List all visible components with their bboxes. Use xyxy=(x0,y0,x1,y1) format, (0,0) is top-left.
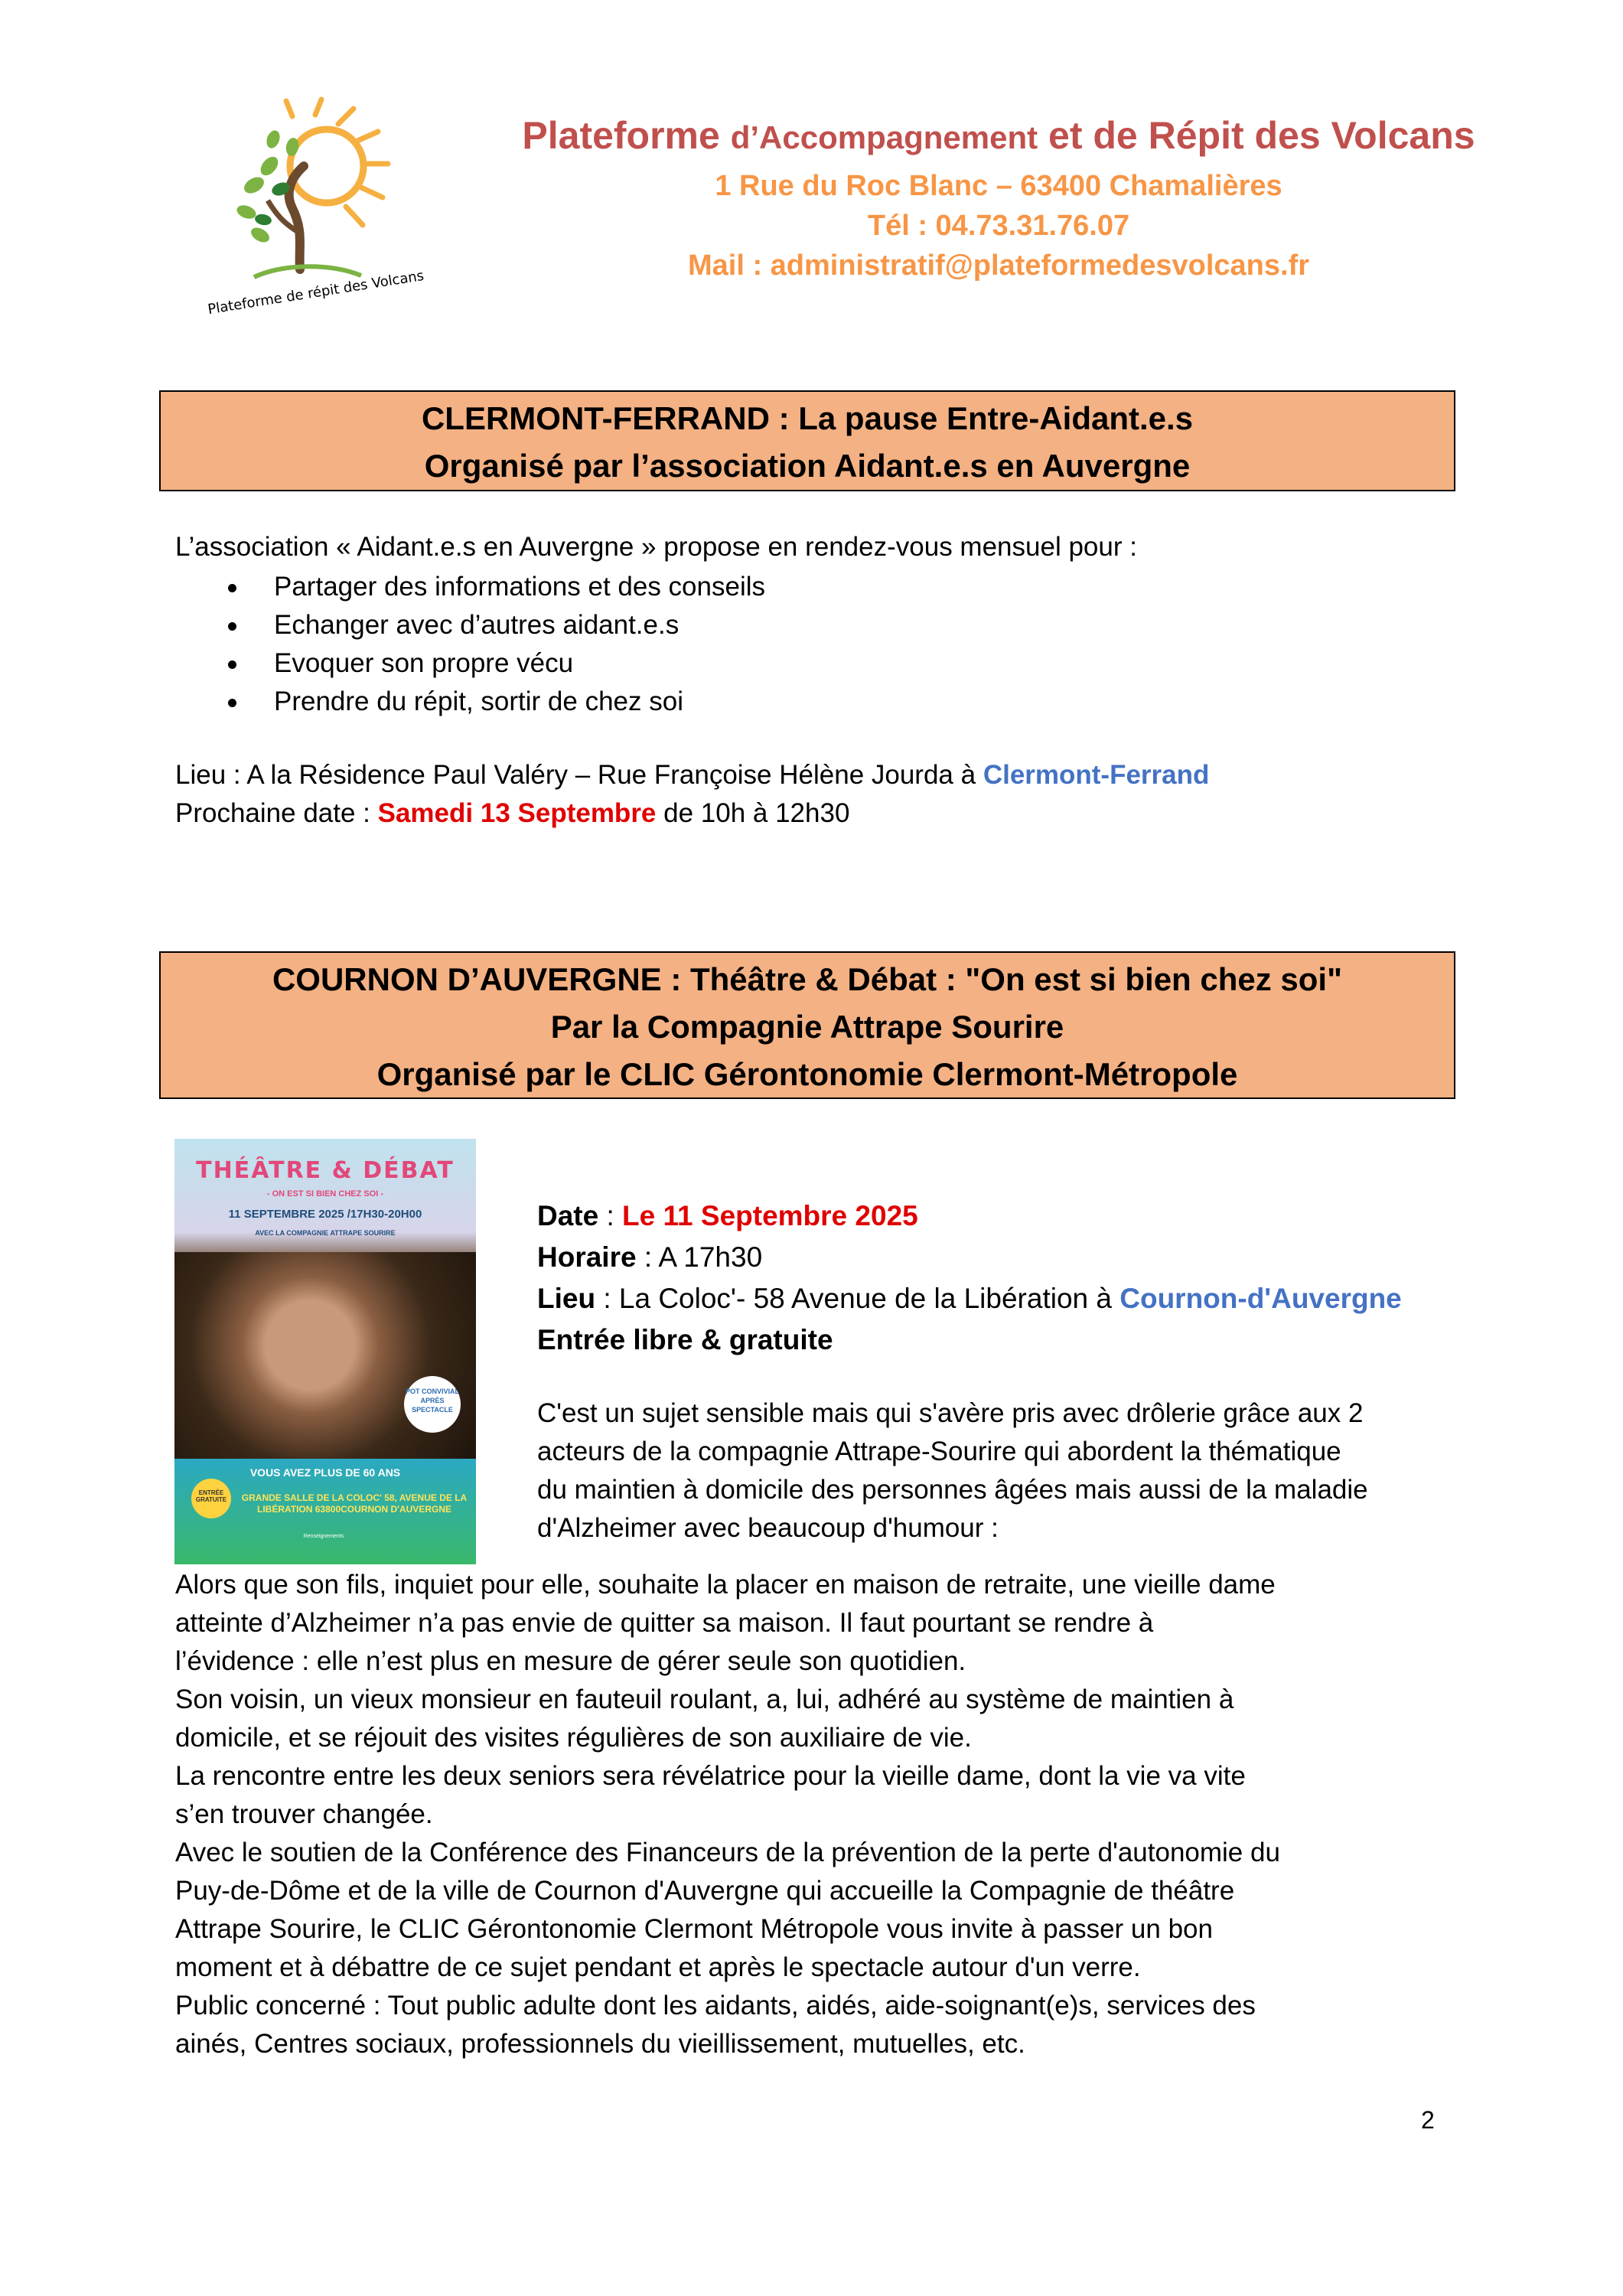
section-heading-line: COURNON D’AUVERGNE : Théâtre & Débat : "On est si bien chez soi" xyxy=(272,961,1343,997)
list-item: Partager des informations et des conseils xyxy=(222,568,765,606)
location-city: Cournon-d'Auvergne xyxy=(1119,1283,1402,1314)
section1-bullet-list xyxy=(222,568,765,721)
header-address: 1 Rue du Roc Blanc – 63400 Chamalières xyxy=(715,170,1282,202)
event-poster-image xyxy=(174,1139,476,1564)
section-heading-line: Organisé par le CLIC Gérontonomie Clermont-Métropole xyxy=(376,1056,1238,1092)
poster-badge: POT CONVIVIAL APRÈS SPECTACLE xyxy=(404,1376,461,1433)
page-number: 2 xyxy=(1421,2106,1435,2134)
logo xyxy=(200,93,425,318)
logo-caption: Plateforme de répit des Volcans xyxy=(207,267,425,318)
section-heading-clermont xyxy=(159,390,1455,491)
poster-subtitle: - ON EST SI BIEN CHEZ SOI - xyxy=(266,1189,384,1199)
poster-company: AVEC LA COMPAGNIE ATTRAPE SOURIRE xyxy=(255,1229,396,1237)
description-paragraph-1: C'est un sujet sensible mais qui s'avère pris avec drôlerie grâce aux 2 acteurs de la compagnie Attrape-Sourire qui abordent la thématique du maintien à domicile des personnes âgées mais aussi de la maladie d'Alzheimer avec beaucoup d'humour : xyxy=(537,1398,1368,1543)
event-location-line: Lieu : La Coloc'- 58 Avenue de la Libération à Cournon-d'Auvergne xyxy=(537,1283,1402,1314)
section1-location: Lieu : A la Résidence Paul Valéry – Rue Françoise Hélène Jourda à Clermont-Ferrand xyxy=(175,760,1210,790)
poster-entry-badge: ENTRÉE GRATUITE xyxy=(191,1479,231,1518)
list-item: Prendre du répit, sortir de chez soi xyxy=(222,683,765,721)
section-heading-line: Par la Compagnie Attrape Sourire xyxy=(550,1009,1064,1045)
event-time-line: Horaire : A 17h30 xyxy=(537,1241,763,1273)
poster-date: 11 SEPTEMBRE 2025 /17H30-20H00 xyxy=(228,1208,422,1221)
event-entry-line: Entrée libre & gratuite xyxy=(537,1324,833,1355)
section-heading-cournon xyxy=(159,951,1455,1099)
section-heading-line: Organisé par l’association Aidant.e.s en Auvergne xyxy=(424,448,1191,484)
event-date: Samedi 13 Septembre xyxy=(377,798,657,828)
list-item: Echanger avec d’autres aidant.e.s xyxy=(222,606,765,644)
location-city: Clermont-Ferrand xyxy=(983,760,1210,790)
poster-footer: Renseignements xyxy=(303,1534,344,1539)
list-item: Evoquer son propre vécu xyxy=(222,644,765,683)
poster-age: VOUS AVEZ PLUS DE 60 ANS xyxy=(249,1466,401,1479)
section-heading-line: CLERMONT-FERRAND : La pause Entre-Aidant.e.s xyxy=(421,400,1194,436)
poster-venue: GRANDE SALLE DE LA COLOC' 58, AVENUE DE LA LIBÉRATION 63800COURNON D'AUVERGNE xyxy=(241,1492,468,1515)
header-email: Mail : administratif@plateformedesvolcans.fr xyxy=(687,249,1310,282)
poster-title: THÉÂTRE & DÉBAT xyxy=(196,1157,455,1184)
header-phone: Tél : 04.73.31.76.07 xyxy=(867,210,1130,242)
section1-intro: L’association « Aidant.e.s en Auvergne » propose en rendez-vous mensuel pour : xyxy=(175,532,1137,562)
section1-next-date: Prochaine date : Samedi 13 Septembre de 10h à 12h30 xyxy=(175,798,850,828)
description-paragraph-2: Alors que son fils, inquiet pour elle, souhaite la placer en maison de retraite, une vieille dame atteinte d’Alzheimer n’a pas envie de quitter sa maison. Il faut pourtant se rendre à l’évidence : elle n’est plus en mesure de gérer seule son quotidien. Son voisin, un vieux monsieur en fauteuil roulant, a, lui, adhéré au système de maintien à domicile, et se réjouit des visites régulières de son auxiliaire de vie. La rencontre entre les deux seniors sera révélatrice pour la vieille dame, dont la vie va vite s’en trouver changée. Avec le soutien de la Conférence des Financeurs de la prévention de la perte d'autonomie du Puy-de-Dôme et de la ville de Cournon d'Auvergne qui accueille la Compagnie de théâtre Attrape Sourire, le CLIC Gérontonomie Clermont Métropole vous invite à passer un bon moment et à débattre de ce sujet pendant et après le spectacle autour d'un verre. Public concerné : Tout public adulte dont les aidants, aidés, aide-soignant(e)s, services des ainés, Centres sociaux, professionnels du vieillissement, mutuelles, etc. xyxy=(175,1570,1280,2059)
header-title: Plateforme d’Accompagnement et de Répit des Volcans xyxy=(522,114,1475,157)
event-date-line: Date : Le 11 Septembre 2025 xyxy=(537,1200,918,1231)
